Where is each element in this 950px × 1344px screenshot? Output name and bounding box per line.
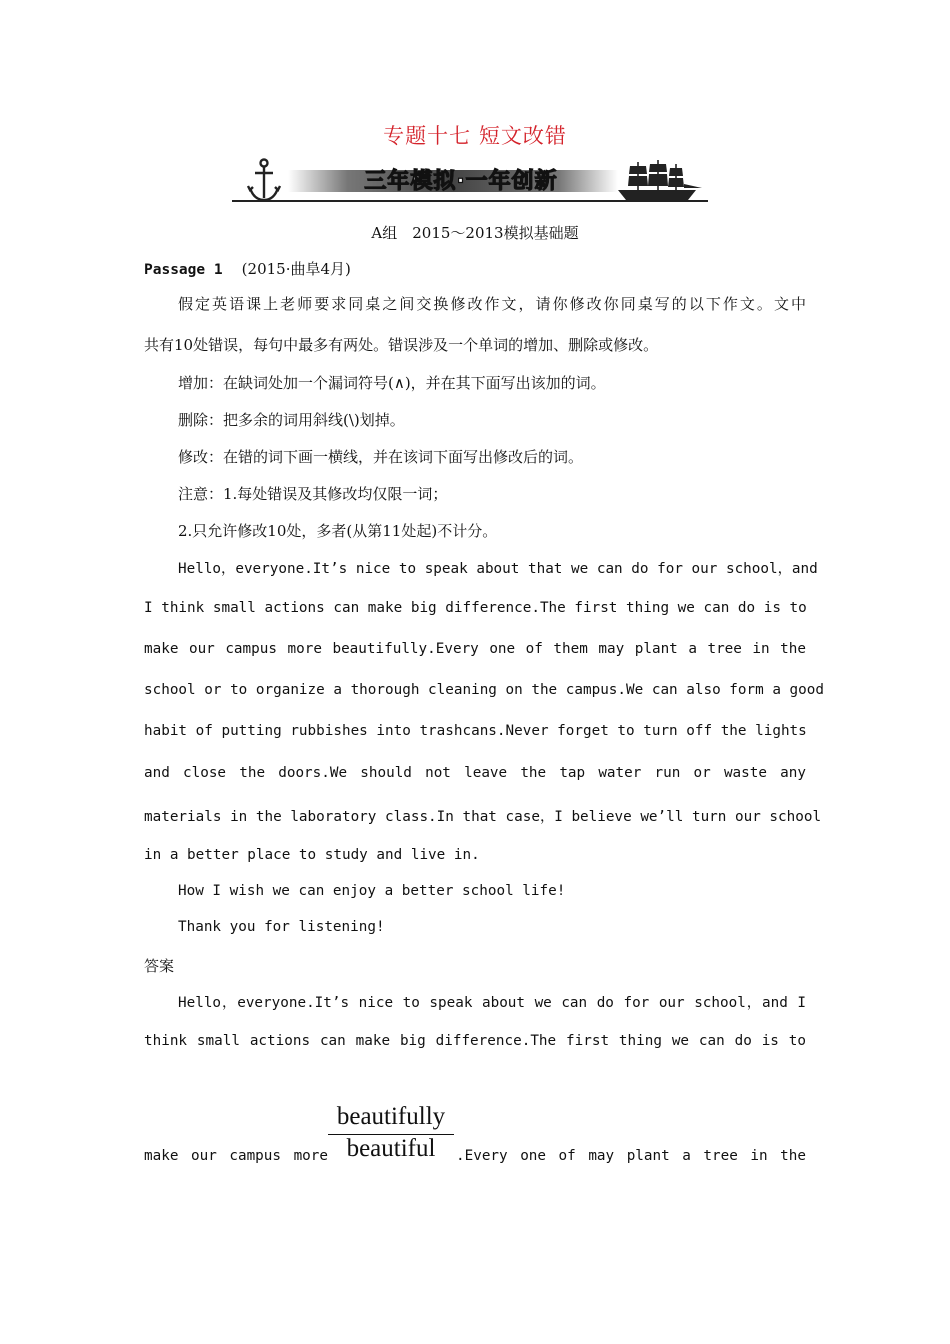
instruction-line: 共有10处错误，每句中最多有两处。错误涉及一个单词的增加、删除或修改。	[144, 336, 659, 354]
passage-line: How I wish we can enjoy a better school life!	[178, 883, 566, 899]
answer-label: 答案	[144, 957, 175, 975]
passage-line: school or to organize a thorough cleaning on the campus.We can also form a good	[144, 682, 824, 698]
page-title: 专题十七 短文改错	[383, 124, 567, 148]
banner-text: 三年模拟·一年创新	[364, 169, 558, 194]
passage-label: Passage 1	[144, 262, 223, 278]
answer-line-suffix: .Every one of may plant a tree in the	[456, 1148, 806, 1164]
passage-line: and close the doors.We should not leave the tap water run or waste any	[144, 765, 806, 781]
passage-line: I think small actions can make big difference.The first thing we can do is to	[144, 600, 807, 616]
instruction-line: 删除：把多余的词用斜线(\)划掉。	[178, 411, 405, 429]
answer-line: think small actions can make big difference.The first thing we can do is to	[144, 1033, 806, 1049]
answer-line-prefix: make our campus more	[144, 1148, 328, 1164]
ship-icon	[618, 160, 702, 200]
passage-line: materials in the laboratory class.In that case，I believe we’ll turn our school	[144, 809, 822, 825]
correction-original: beautifully	[336, 1103, 446, 1130]
instruction-line: 修改：在错的词下画一横线，并在该词下面写出修改后的词。	[178, 448, 584, 466]
passage-line: habit of putting rubbishes into trashcans.Never forget to turn off the lights	[144, 723, 807, 739]
passage-header	[144, 258, 351, 279]
correction-fixed: beautiful	[346, 1135, 436, 1162]
instruction-line: 2.只允许修改10处，多者(从第11处起)不计分。	[178, 522, 498, 540]
group-heading: A组 2015～2013模拟基础题	[371, 224, 579, 242]
passage-source: (2015·曲阜4月)	[241, 260, 351, 278]
passage-line: Thank you for listening!	[178, 919, 385, 935]
passage-line: in a better place to study and live in.	[144, 847, 480, 863]
passage-line: make our campus more beautifully.Every one of them may plant a tree in the	[144, 641, 806, 657]
instruction-line: 假定英语课上老师要求同桌之间交换修改作文，请你修改你同桌写的以下作文。文中	[178, 295, 806, 313]
instruction-line: 增加：在缺词处加一个漏词符号(∧)，并在其下面写出该加的词。	[178, 374, 606, 392]
anchor-icon	[248, 160, 280, 201]
instruction-line: 注意：1.每处错误及其修改均仅限一词；	[178, 485, 448, 503]
passage-line: Hello，everyone.It’s nice to speak about that we can do for our school，and	[178, 561, 818, 577]
answer-line: Hello，everyone.It’s nice to speak about we can do for our school，and I	[178, 995, 806, 1011]
